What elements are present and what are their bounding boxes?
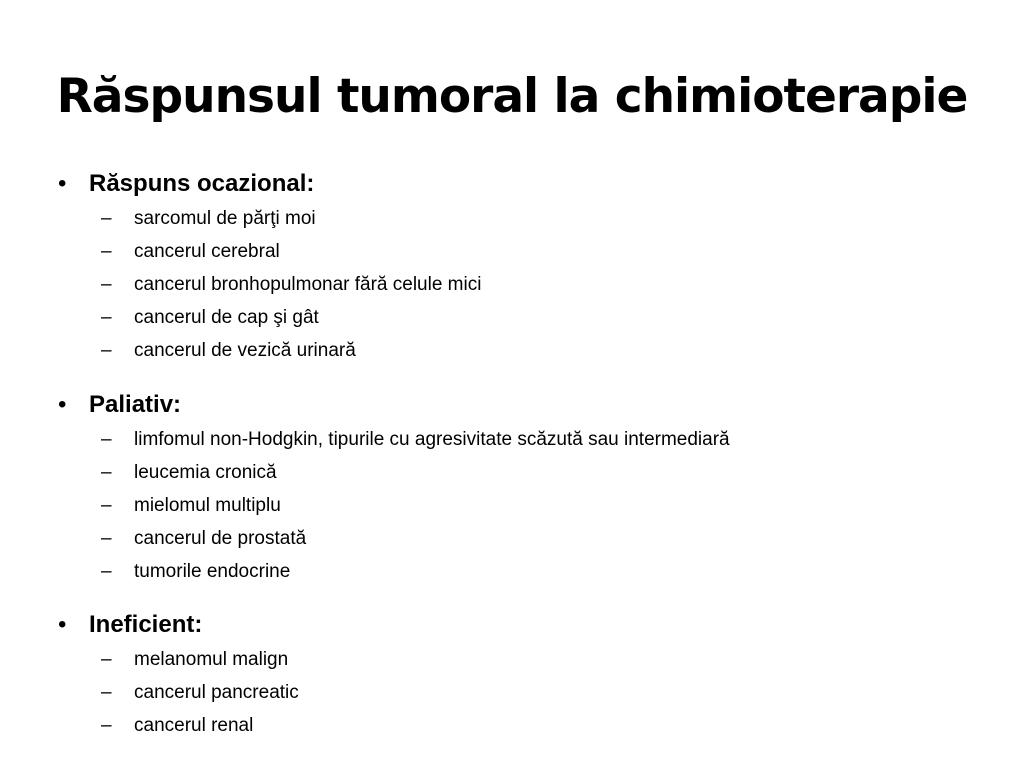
sub-marker: –	[101, 649, 112, 670]
sub-marker: –	[101, 561, 112, 582]
sub-item	[0, 456, 1024, 489]
section-occasional-response	[0, 166, 1024, 367]
sub-item	[0, 643, 1024, 676]
sub-marker: –	[101, 682, 112, 703]
sub-marker: –	[101, 715, 112, 736]
sub-item-text: limfomul non-Hodgkin, tipurile cu agresivitate scăzută sau intermediară	[134, 429, 730, 450]
sub-item	[0, 235, 1024, 268]
sub-item-text: sarcomul de părţi moi	[134, 208, 316, 229]
sub-item	[0, 268, 1024, 301]
sub-marker: –	[101, 340, 112, 361]
bullet-marker: •	[58, 611, 67, 638]
sub-item	[0, 555, 1024, 588]
section-ineffective	[0, 607, 1024, 742]
sub-marker: –	[101, 429, 112, 450]
sub-item-text: cancerul cerebral	[134, 241, 280, 262]
sub-item-text: cancerul de cap şi gât	[134, 307, 319, 328]
bullet-item	[0, 166, 1024, 202]
sub-item	[0, 676, 1024, 709]
slide-title: Răspunsul tumoral la chimioterapie	[56, 69, 968, 124]
sub-marker: –	[101, 307, 112, 328]
bullet-item	[0, 607, 1024, 643]
bullet-marker: •	[58, 391, 67, 418]
sub-item	[0, 522, 1024, 555]
sub-marker: –	[101, 462, 112, 483]
sub-marker: –	[101, 528, 112, 549]
sub-marker: –	[101, 208, 112, 229]
section-heading: Ineficient:	[89, 611, 203, 638]
bullet-item	[0, 387, 1024, 423]
sub-item	[0, 709, 1024, 742]
sub-marker: –	[101, 274, 112, 295]
sub-item-text: cancerul de vezică urinară	[134, 340, 356, 361]
sub-item-text: mielomul multiplu	[134, 495, 281, 516]
section-heading: Răspuns ocazional:	[89, 170, 315, 197]
sub-item-text: tumorile endocrine	[134, 561, 291, 582]
bullet-marker: •	[58, 170, 67, 197]
sub-item	[0, 301, 1024, 334]
sub-item-text: cancerul de prostată	[134, 528, 307, 549]
sub-marker: –	[101, 495, 112, 516]
sub-item	[0, 202, 1024, 235]
sub-marker: –	[101, 241, 112, 262]
section-palliative	[0, 387, 1024, 588]
sub-item	[0, 489, 1024, 522]
sub-item-text: leucemia cronică	[134, 462, 277, 483]
sub-item-text: cancerul renal	[134, 715, 254, 736]
section-heading: Paliativ:	[89, 391, 182, 418]
sub-item-text: melanomul malign	[134, 649, 289, 670]
sub-item	[0, 334, 1024, 367]
sub-item-text: cancerul bronhopulmonar fără celule mici	[134, 274, 482, 295]
sub-item	[0, 423, 1024, 456]
sub-item-text: cancerul pancreatic	[134, 682, 299, 703]
